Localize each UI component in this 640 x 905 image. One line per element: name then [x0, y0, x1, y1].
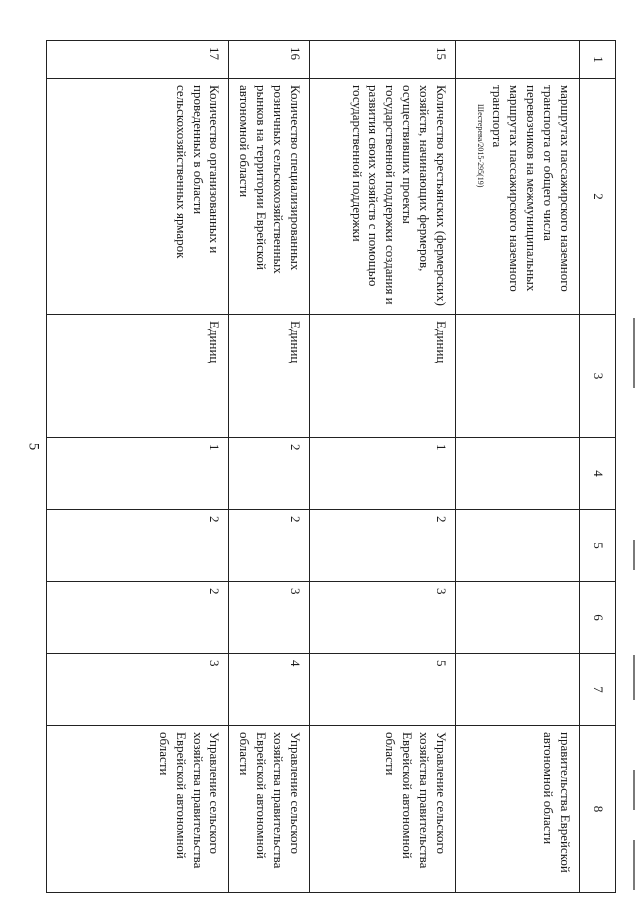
table-row	[47, 41, 229, 893]
row-number: 16	[229, 41, 310, 79]
unit-cell	[456, 315, 580, 438]
indicator-name: Количество крестьянских (фермерских) хозяйств, начинающих фермеров, осуществивших проекты государственной поддержки создания и развития своих хозяйств с помощью государственной поддержки	[310, 79, 456, 315]
header-cell: 3	[580, 315, 616, 438]
table-row	[456, 41, 580, 893]
value-cell	[456, 654, 580, 726]
header-cell: 5	[580, 510, 616, 582]
header-cell: 7	[580, 654, 616, 726]
value-cell: 2	[47, 582, 229, 654]
table-row	[229, 41, 310, 893]
responsible-cell: Управление сельского хозяйства правительства Еврейской автономной области	[47, 726, 229, 893]
value-cell: 1	[47, 438, 229, 510]
scan-edge-mark	[633, 655, 635, 700]
unit-cell: Единиц	[229, 315, 310, 438]
value-cell: 3	[47, 654, 229, 726]
row-number: 15	[310, 41, 456, 79]
value-cell: 2	[47, 510, 229, 582]
value-cell: 2	[310, 510, 456, 582]
value-cell: 2	[229, 438, 310, 510]
header-cell: 2	[580, 79, 616, 315]
header-cell: 8	[580, 726, 616, 893]
responsible-cell: правительства Еврейской автономной области	[456, 726, 580, 893]
indicator-name: Количество специализированных розничных сельскохозяйственных рынков на территории Еврейской автономной области	[229, 79, 310, 315]
responsible-cell: Управление сельского хозяйства правительства Еврейской автономной области	[310, 726, 456, 893]
value-cell: 3	[229, 582, 310, 654]
value-cell: 3	[310, 582, 456, 654]
value-cell: 4	[229, 654, 310, 726]
table-container	[48, 40, 640, 873]
unit-cell: Единиц	[310, 315, 456, 438]
indicators-table	[46, 40, 616, 893]
row-number: 17	[47, 41, 229, 79]
indicator-name: Количество организованных и проведенных в области сельскохозяйственных ярмарок	[47, 79, 229, 315]
scan-edge-mark	[633, 770, 635, 810]
page-number: 5	[25, 442, 42, 451]
value-cell	[456, 438, 580, 510]
header-row	[580, 41, 616, 893]
value-cell: 2	[229, 510, 310, 582]
unit-cell: Единиц	[47, 315, 229, 438]
indicator-name: маршрутах пассажирского наземного транспорта от общего числа перевозчиков на межмуниципальных маршрутах пассажирского наземного транспорта	[456, 79, 580, 315]
footer-code: Шестерева/2015-295(19)	[476, 104, 485, 188]
row-number	[456, 41, 580, 79]
value-cell: 5	[310, 654, 456, 726]
table-row	[310, 41, 456, 893]
responsible-cell: Управление сельского хозяйства правительства Еврейской автономной области	[229, 726, 310, 893]
scan-edge-mark	[633, 840, 635, 890]
header-cell: 4	[580, 438, 616, 510]
header-cell: 6	[580, 582, 616, 654]
value-cell	[456, 510, 580, 582]
header-cell: 1	[580, 41, 616, 79]
value-cell	[456, 582, 580, 654]
value-cell: 1	[310, 438, 456, 510]
